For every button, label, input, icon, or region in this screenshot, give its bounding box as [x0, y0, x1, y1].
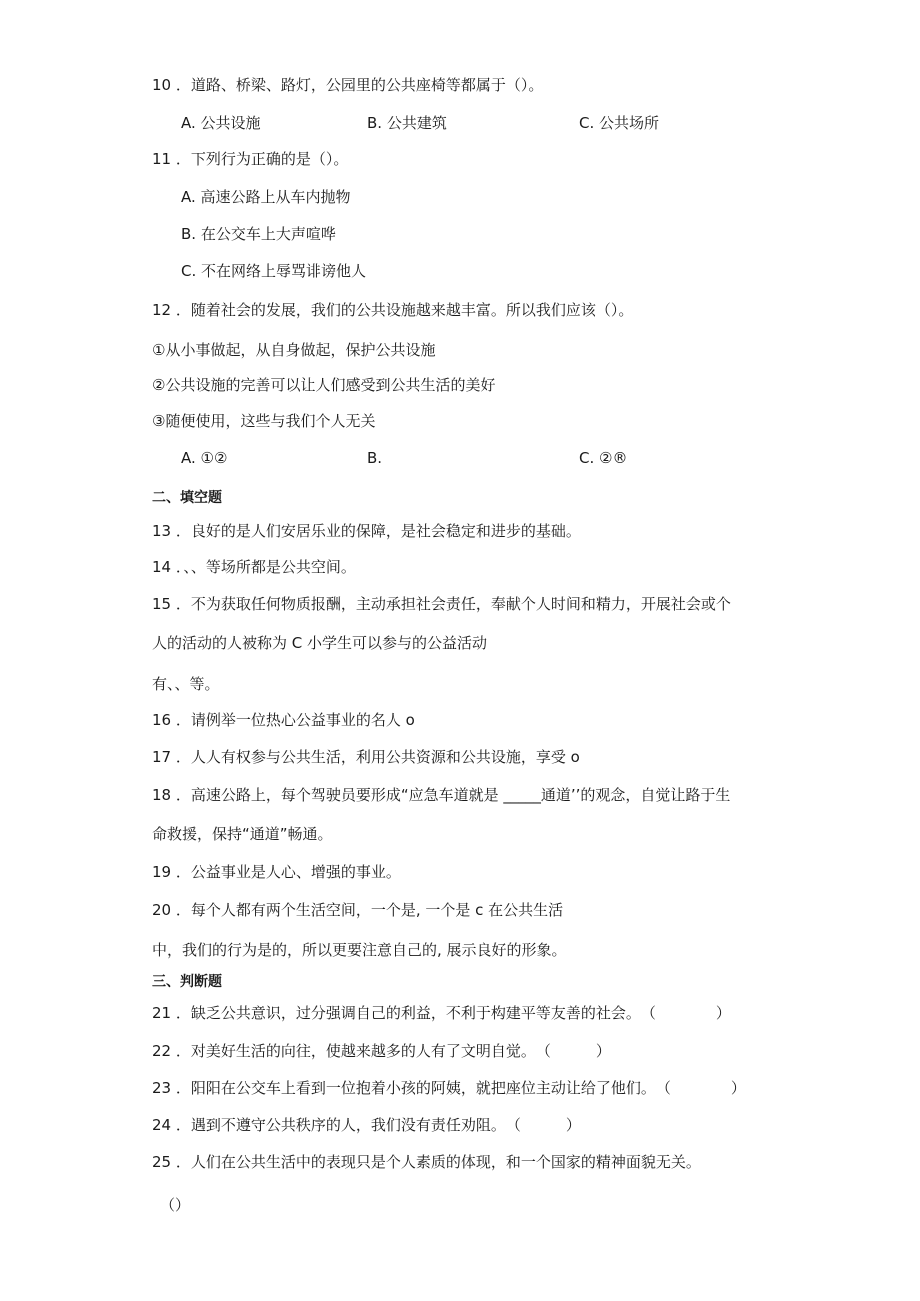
q18-line-1: 18 ．高速公路上，每个驾驶员要形成“应急车道就是 _____通道’’的观念，自觉让路于生	[152, 786, 731, 804]
q12-option-c: C. ②®	[579, 449, 628, 467]
q18-line-2: 命救援，保持“通道”畅通。	[152, 825, 333, 843]
q13: 13 ．良好的是人们安居乐业的保障，是社会稳定和进步的基础。	[152, 522, 581, 540]
q17: 17 ．人人有权参与公共生活，利用公共资源和公共设施，享受 o	[152, 748, 580, 766]
q25-text: 25 ．人们在公共生活中的表现只是个人素质的体现，和一个国家的精神面貌无关。	[152, 1153, 701, 1171]
section-true-false-heading: 三、判断题	[152, 974, 222, 990]
q20-line-2: 中，我们的行为是的，所以更要注意自己的, 展示良好的形象。	[152, 941, 567, 959]
q22	[152, 1041, 611, 1061]
q23-text: 23 ．阳阳在公交车上看到一位抱着小孩的阿姨，就把座位主动让给了他们。	[152, 1079, 656, 1097]
q23-answer-blank[interactable]: （ ）	[655, 1079, 746, 1097]
q10-option-c: C. 公共场所	[579, 114, 660, 132]
q14: 14 ．、、等场所都是公共空间。	[152, 558, 356, 576]
q11-option-b: B. 在公交车上大声喧哗	[181, 225, 336, 243]
q12-statement-1: ①从小事做起，从自身做起，保护公共设施	[152, 341, 436, 359]
q21	[152, 1003, 731, 1023]
q11-stem: 11 ．下列行为正确的是（）。	[152, 150, 349, 168]
q11-option-c: C. 不在网络上辱骂诽谤他人	[181, 262, 367, 280]
q19: 19 ．公益事业是人心、增强的事业。	[152, 863, 401, 881]
q24	[152, 1115, 581, 1135]
q22-answer-blank[interactable]: （ ）	[535, 1042, 611, 1060]
q20-line-1: 20 ．每个人都有两个生活空间，一个是, 一个是 c 在公共生活	[152, 901, 564, 919]
q10-option-a: A. 公共设施	[181, 114, 261, 132]
q24-text: 24 ．遇到不遵守公共秩序的人，我们没有责任劝阻。	[152, 1116, 506, 1134]
q15-line-2: 人的活动的人被称为 C 小学生可以参与的公益活动	[152, 634, 488, 652]
q15-line-1: 15 ．不为获取任何物质报酬，主动承担社会责任，奉献个人时间和精力，开展社会或个	[152, 595, 731, 613]
q10-stem: 10 ．道路、桥梁、路灯，公园里的公共座椅等都属于（）。	[152, 76, 544, 94]
q11-option-a: A. 高速公路上从车内抛物	[181, 188, 351, 206]
q16: 16 ．请例举一位热心公益事业的名人 o	[152, 711, 415, 729]
section-fill-in-blank-heading: 二、填空题	[152, 490, 222, 506]
q12-option-a: A. ①②	[181, 449, 228, 467]
q12-option-b: B.	[367, 449, 383, 467]
q10-option-b: B. 公共建筑	[367, 114, 447, 132]
q15-line-3: 有、、等。	[152, 675, 220, 693]
q12-stem: 12 ．随着社会的发展，我们的公共设施越来越丰富。所以我们应该（）。	[152, 301, 634, 319]
q24-answer-blank[interactable]: （ ）	[505, 1116, 581, 1134]
q23	[152, 1078, 746, 1098]
q12-statement-3: ③随便使用，这些与我们个人无关	[152, 412, 376, 430]
q12-statement-2: ②公共设施的完善可以让人们感受到公共生活的美好	[152, 376, 496, 394]
q22-text: 22 ．对美好生活的向往，使越来越多的人有了文明自觉。	[152, 1042, 536, 1060]
q21-answer-blank[interactable]: （ ）	[640, 1004, 731, 1022]
q21-text: 21 ．缺乏公共意识，过分强调自己的利益，不利于构建平等友善的社会。	[152, 1004, 641, 1022]
q25-answer-blank[interactable]: （）	[160, 1196, 191, 1214]
